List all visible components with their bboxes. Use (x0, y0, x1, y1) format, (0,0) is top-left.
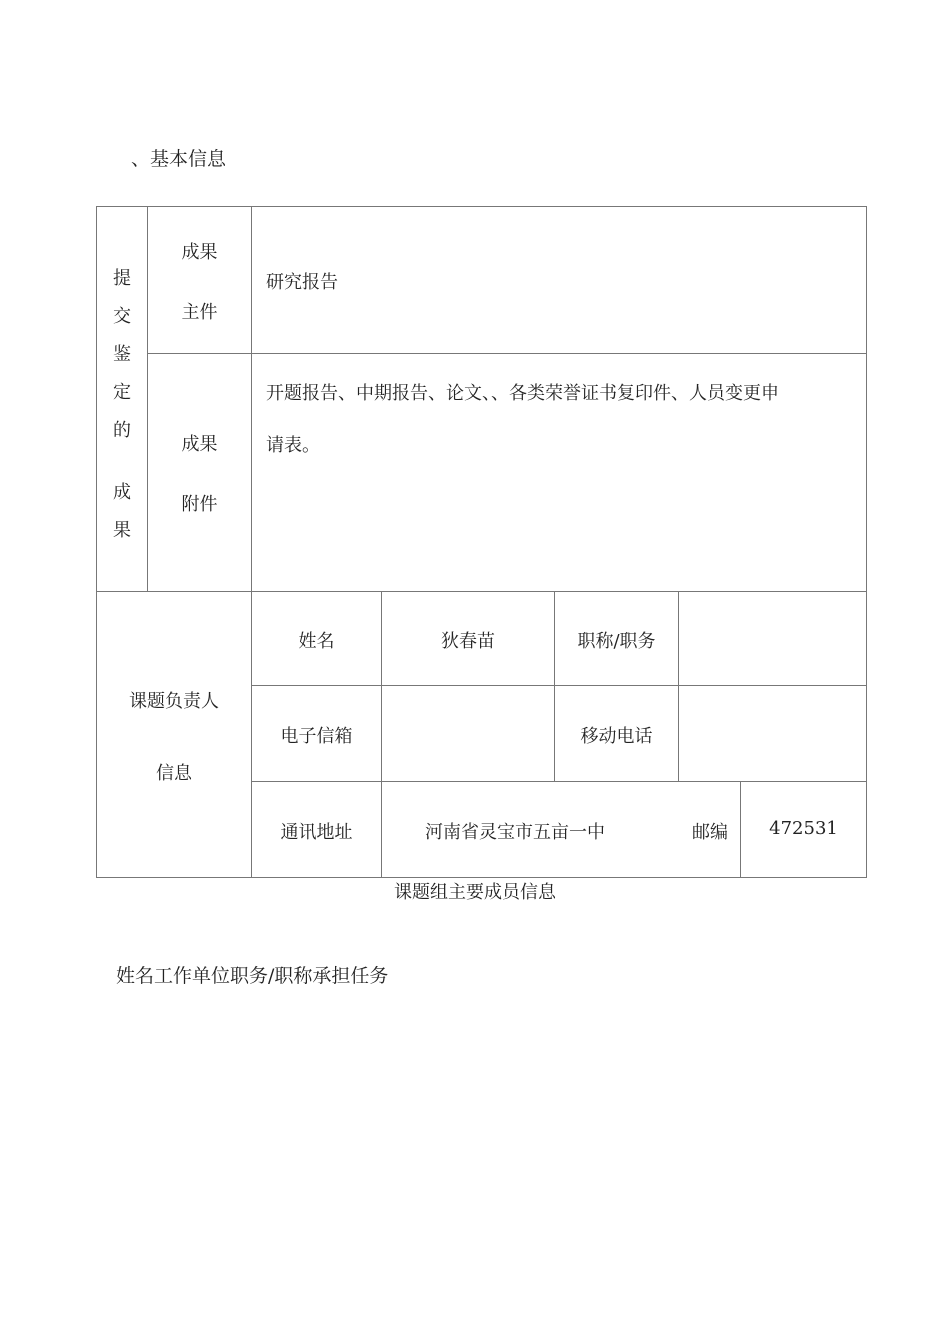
vertical-label-char: 成 (113, 482, 131, 503)
section-title: 、基本信息 (131, 148, 227, 170)
vertical-label-char: 交 (113, 306, 131, 327)
attach-label-line2: 附件 (181, 494, 218, 515)
email-label: 电子信箱 (280, 726, 353, 747)
main-label-line2: 主件 (181, 302, 218, 323)
attach-label-line1: 成果 (181, 434, 218, 455)
zip-value: 472531 (769, 818, 838, 839)
attach-value-line1: 开题报告、中期报告、论文、、各类荣誉证书复印件、人员变更申 (266, 383, 779, 404)
vertical-label-char: 果 (113, 520, 131, 541)
vertical-label-char: 的 (113, 420, 131, 441)
address-label: 通讯地址 (280, 822, 353, 843)
name-value: 狄春苗 (441, 631, 495, 652)
members-header: 姓名工作单位职务/职称承担任务 (116, 965, 389, 987)
title-label: 职称/职务 (577, 631, 656, 652)
vertical-label-char: 提 (113, 268, 131, 289)
vertical-label-char: 鉴 (113, 344, 131, 365)
main-label-line1: 成果 (181, 242, 218, 263)
attach-value-line2: 请表。 (266, 435, 320, 456)
vertical-label-char: 定 (113, 382, 131, 403)
leader-label-line2: 信息 (156, 763, 192, 784)
address-value: 河南省灵宝市五亩一中 (425, 822, 605, 843)
mobile-label: 移动电话 (580, 726, 653, 747)
name-label: 姓名 (298, 631, 335, 652)
members-caption: 课题组主要成员信息 (394, 882, 556, 903)
leader-label-line1: 课题负责人 (129, 691, 219, 712)
main-value: 研究报告 (266, 272, 338, 293)
zip-label: 邮编 (692, 822, 728, 843)
